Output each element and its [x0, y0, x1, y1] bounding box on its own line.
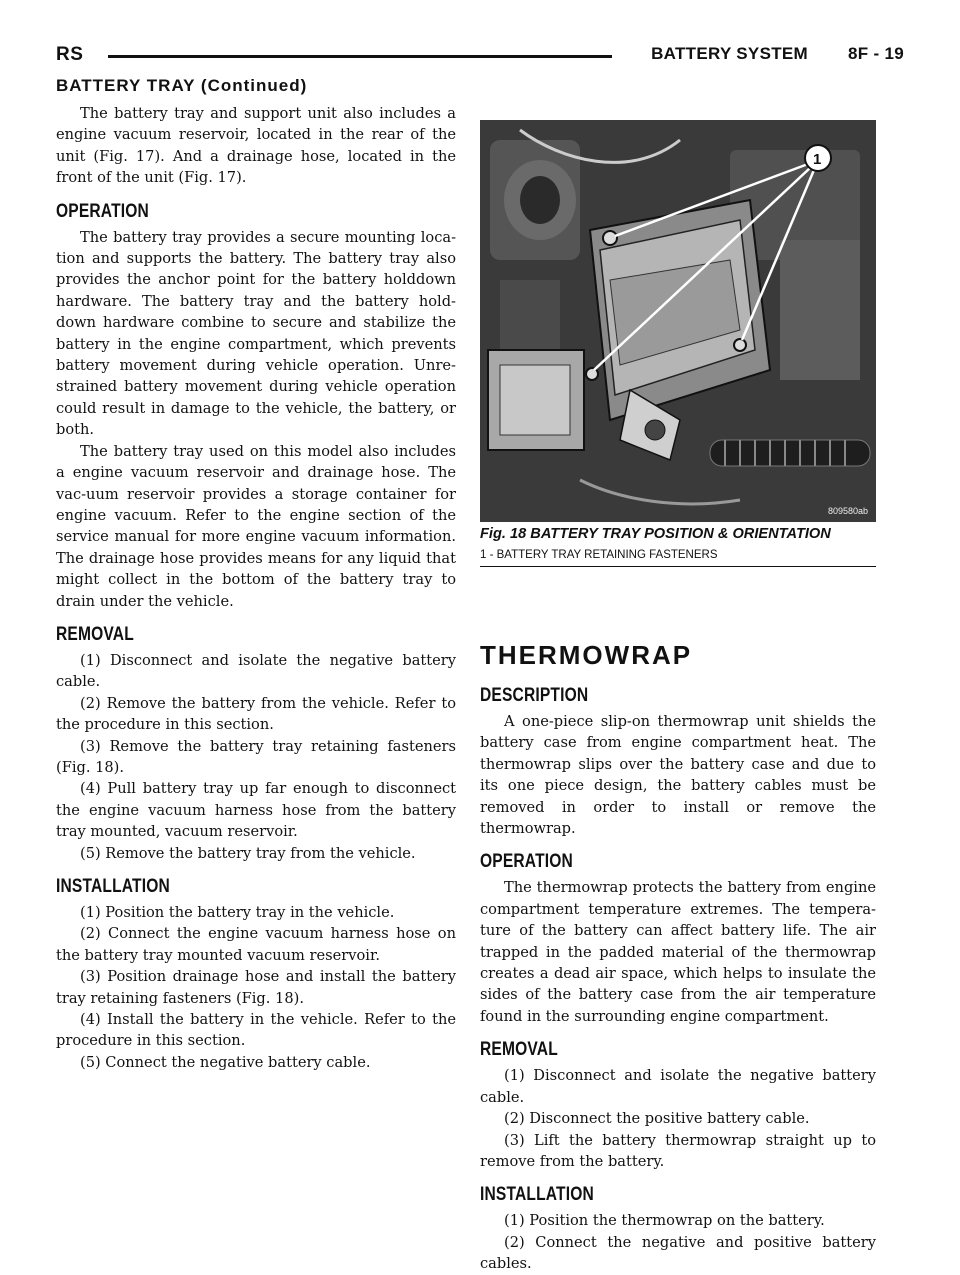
thermowrap-operation-paragraph: The thermowrap protects the battery from engine compartment temperature extremes. The tempera-ture of the battery can affect battery life. The air trapped in the padded material of the thermowrap creates a dead air space, which helps to insulate the sides of the battery case from the air temperature found in the surrounding engine compartment. [480, 879, 876, 1025]
description-heading: DESCRIPTION [480, 685, 589, 706]
removal-step: (3) Remove the battery tray retaining fasteners (Fig. 18). [56, 737, 456, 776]
thermowrap-removal-step: (2) Disconnect the positive battery cable. [504, 1110, 810, 1128]
intro-paragraph: The battery tray and support unit also includes a engine vacuum reservoir, located in the rear of the unit (Fig. 17). And a drainage hose, located in the front of the unit (Fig. 17). [56, 105, 456, 187]
installation-step: (3) Position drainage hose and install the battery tray retaining fasteners (Fig. 18). [56, 968, 456, 1007]
header-section: BATTERY SYSTEM [651, 44, 808, 63]
figure-caption: Fig. 18 BATTERY TRAY POSITION & ORIENTATION [480, 526, 831, 542]
left-column [56, 103, 456, 1073]
right-column [480, 640, 876, 1275]
thermowrap-installation-step: (1) Position the thermowrap on the battery. [504, 1212, 825, 1230]
header-rule [108, 55, 612, 58]
installation-step: (1) Position the battery tray in the vehicle. [80, 904, 395, 921]
installation-step: (4) Install the battery in the vehicle. Refer to the procedure in this section. [56, 1011, 456, 1050]
description-paragraph: A one-piece slip-on thermowrap unit shields the battery case from engine compartment heat. The thermowrap slips over the battery case and due to its one piece design, the battery cables must be removed in order to install or remove the thermowrap. [480, 713, 876, 838]
figure-legend: 1 - BATTERY TRAY RETAINING FASTENERS [480, 549, 876, 567]
installation-heading: INSTALLATION [56, 876, 170, 897]
battery-tray-figure [480, 120, 876, 522]
removal-step: (2) Remove the battery from the vehicle. Refer to the procedure in this section. [56, 694, 456, 734]
thermowrap-title: THERMOWRAP [480, 640, 693, 670]
engine-compartment-illustration [480, 120, 876, 522]
thermowrap-installation-heading: INSTALLATION [480, 1184, 594, 1206]
page-number: 8F - 19 [848, 44, 904, 63]
thermowrap-operation-heading: OPERATION [480, 851, 573, 873]
header-code: RS [56, 44, 84, 65]
callout-number: 1 [813, 151, 822, 168]
continued-title: BATTERY TRAY (Continued) [56, 76, 308, 95]
operation-heading: OPERATION [56, 200, 149, 222]
removal-step: (4) Pull battery tray up far enough to disconnect the engine vacuum harness hose from the battery tray mounted, vacuum reservoir. [56, 780, 456, 841]
figure-code: 809580ab [828, 506, 869, 516]
removal-step: (1) Disconnect and isolate the negative battery cable. [56, 651, 456, 691]
installation-step: (5) Connect the negative battery cable. [80, 1053, 371, 1071]
thermowrap-removal-step: (1) Disconnect and isolate the negative battery cable. [480, 1067, 876, 1106]
thermowrap-removal-step: (3) Lift the battery thermowrap straight up to remove from the battery. [480, 1131, 876, 1170]
thermowrap-installation-step: (2) Connect the negative and positive battery cables. [480, 1233, 876, 1273]
operation-paragraph-1: The battery tray provides a secure mounting loca-tion and supports the battery. The battery tray also provides the anchor point for the battery holddown hardware. The battery tray and the battery hold-down hardware combine to secure and stabilize the battery in the engine compartment, which prevents battery movement during vehicle operation. Unre-strained battery movement during vehicle operation could result in damage to the vehicle, the battery, or both. [56, 228, 456, 439]
operation-paragraph-2: The battery tray used on this model also includes a engine vacuum reservoir and drainage hose. The vac-uum reservoir provides a storage container for engine vacuum. Refer to the engine section of the service manual for more engine vacuum information. The drainage hose provides means for any liquid that might collect in the bottom of the battery tray to drain under the vehicle. [56, 442, 456, 610]
installation-step: (2) Connect the engine vacuum harness hose on the battery tray mounted vacuum reservoir. [56, 925, 456, 964]
removal-step: (5) Remove the battery tray from the vehicle. [80, 844, 416, 862]
removal-heading: REMOVAL [56, 623, 134, 645]
page-header [56, 44, 904, 70]
thermowrap-removal-heading: REMOVAL [480, 1039, 558, 1061]
